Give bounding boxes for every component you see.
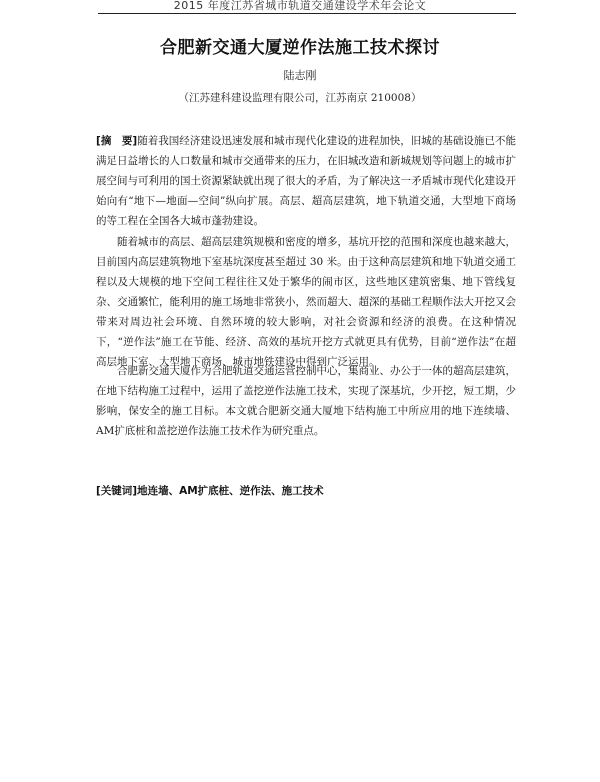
keywords-label: [关键词] [96, 485, 138, 497]
abstract [96, 131, 516, 231]
page-title: 合肥新交通大厦逆作法施工技术探讨 [160, 38, 440, 58]
author: 陆志刚 [283, 69, 317, 82]
keywords-text: 地连墙、AM扩底桩、逆作法、施工技术 [137, 485, 324, 497]
running-header-text: 2015 年度江苏省城市轨道交通建设学术年会论文 [173, 0, 427, 12]
abstract-label: [摘 要] [96, 135, 138, 147]
affiliation: （江苏建科建设监理有限公司，江苏南京 210008） [178, 92, 422, 104]
abstract-text: 随着我国经济建设迅速发展和城市现代化建设的进程加快，旧城的基础设施已不能满足日益增长的人口数量和城市交通带来的压力，在旧城改造和新城规划等问题上的城市扩展空间与可利用的国土资源紧缺就出现了很大的矛盾，为了解决这一矛盾城市现代化建设开始向有“地下—地面—空间”纵向扩展。高层、超高层建筑，地下轨道交通，大型地下商场的等工程在全国各大城市蓬勃建设。 [96, 135, 516, 227]
body-paragraph: 合肥新交通大厦作为合肥轨道交通运营控制中心，集商业、办公于一体的超高层建筑，在地下结构施工过程中，运用了盖挖逆作法施工技术，实现了深基坑，少开挖，短工期，少影响，保安全的施工目标。本文就合肥新交通大厦地下结构施工中所应用的地下连续墙、AM扩底桩和盖挖逆作法施工技术作为研究重点。 [96, 365, 516, 437]
keywords [96, 481, 516, 501]
body-paragraph: 随着城市的高层、超高层建筑规模和密度的增多，基坑开挖的范围和深度也越来越大，目前国内高层建筑物地下室基坑深度甚至超过 30 米。由于这种高层建筑和地下轨道交通工程以及大规模的地下空间工程往往又处于繁华的闹市区，这些地区建筑密集、地下管线复杂、交通繁忙，能利用的施工场地非常狭小，然而超大、超深的基础工程顺作法大开挖又会带来对周边社会环境、自然环境的较大影响，对社会资源和经济的浪费。在这种情况下，“逆作法”施工在节能、经济、高效的基坑开挖方式就更具有优势，目前“逆作法”在超高层地下室、大型地下商场、城市地铁建设中得到广泛运用。 [96, 236, 516, 368]
header-rule [98, 13, 516, 14]
running-header [0, 0, 600, 14]
